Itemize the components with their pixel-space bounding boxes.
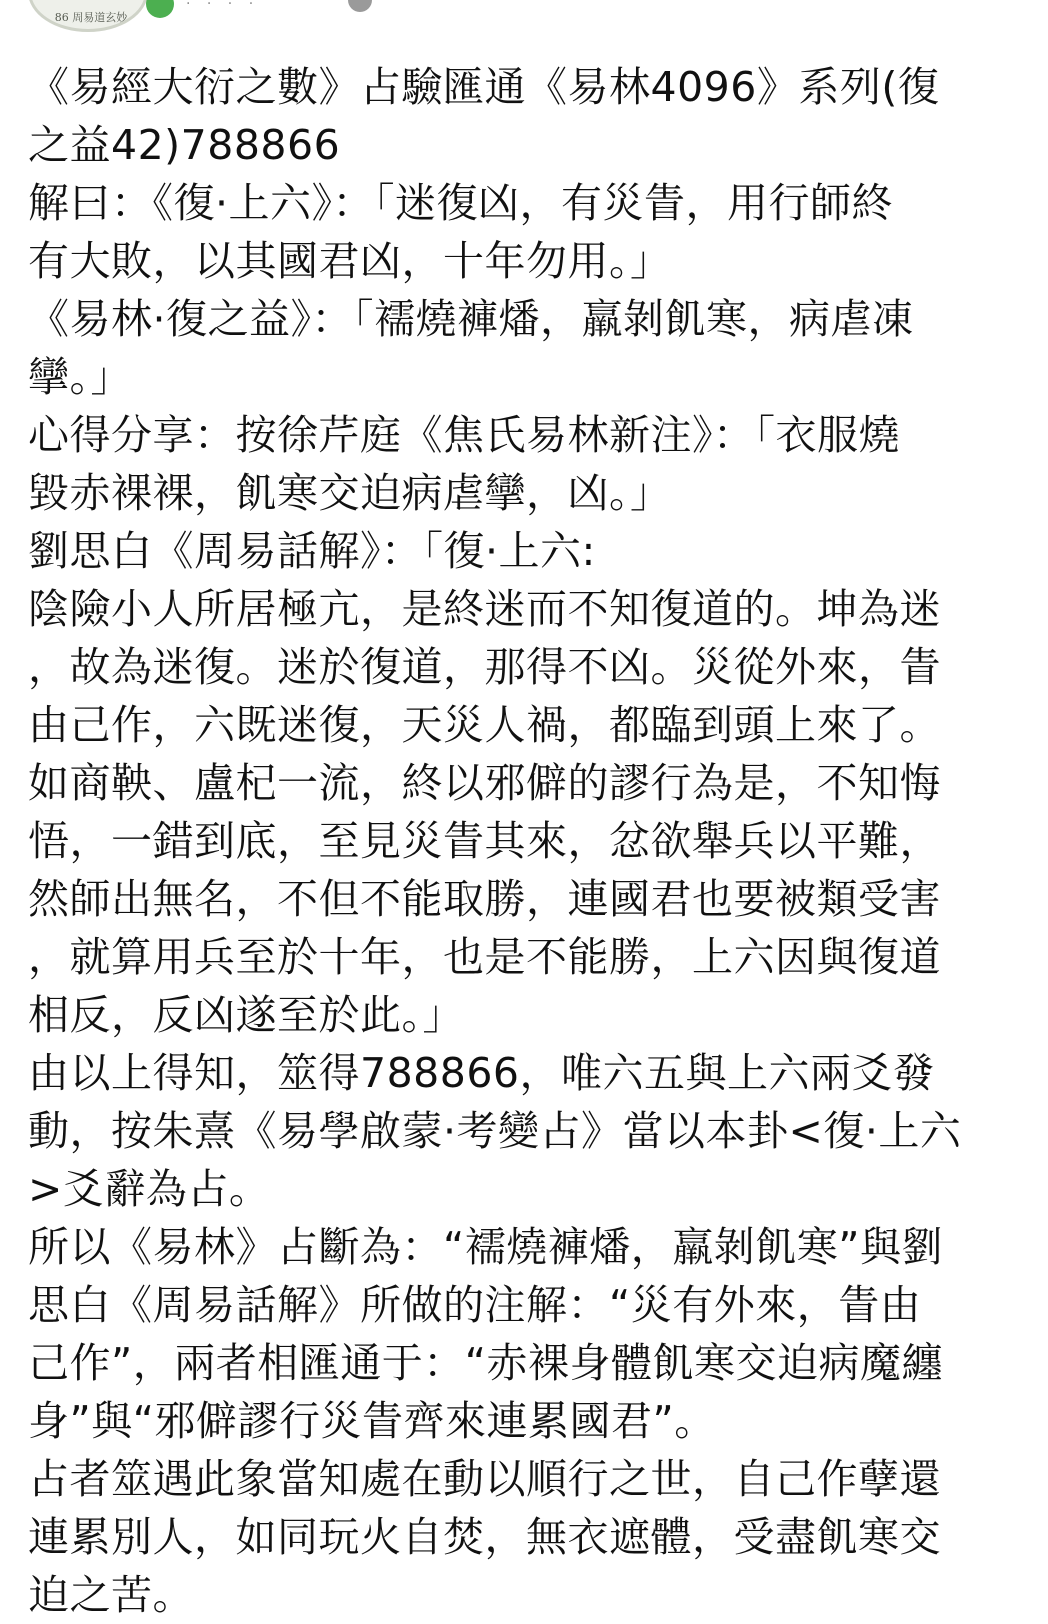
text-line: 悟，一錯到底，至見災眚其來，忿欲舉兵以平難， <box>28 817 941 865</box>
text-line: 相反，反凶遂至於此。」 <box>28 991 464 1039</box>
text-line: 之益42)788866 <box>28 121 341 169</box>
text-line: 己作”，兩者相匯通于：“赤裸身體飢寒交迫病魔纏 <box>28 1339 943 1387</box>
text-line: ，就算用兵至於十年，也是不能勝，上六因與復道 <box>28 933 941 981</box>
text-line: 占者筮遇此象當知處在動以順行之世，自己作孽還 <box>28 1455 941 1503</box>
text-line: ，故為迷復。迷於復道，那得不凶。災從外來，眚 <box>28 643 941 691</box>
post-header <box>0 0 1048 36</box>
text-line: 陰險小人所居極亢，是終迷而不知復道的。坤為迷 <box>28 585 941 633</box>
text-line: 由己作，六既迷復，天災人禍，都臨到頭上來了。 <box>28 701 941 749</box>
text-line: 有大敗，以其國君凶，十年勿用。」 <box>28 237 672 285</box>
text-line: 《易林·復之益》：「襦燒褲燔，羸剝飢寒，病虐凍 <box>28 295 914 343</box>
text-line: 所以《易林》占斷為：“襦燒褲燔，羸剝飢寒”與劉 <box>28 1223 943 1271</box>
text-line: 然師出無名，不但不能取勝，連國君也要被類受害 <box>28 875 941 923</box>
avatar[interactable] <box>28 0 148 32</box>
text-line: >爻辭為占。 <box>28 1165 271 1213</box>
text-line: 《易經大衍之數》占驗匯通《易林4096》系列(復 <box>28 63 940 111</box>
text-line: 劉思白《周易話解》：「復·上六: <box>28 527 596 575</box>
text-line: 如商鞅、盧杞一流，終以邪僻的謬行為是，不知悔 <box>28 759 941 807</box>
text-line: 由以上得知，筮得788866，唯六五與上六兩爻發 <box>28 1049 935 1097</box>
text-line: 迫之苦。 <box>28 1571 194 1619</box>
privacy-icon <box>348 0 372 12</box>
text-line: 連累別人，如同玩火自焚，無衣遮體，受盡飢寒交 <box>28 1513 941 1561</box>
text-line: 身”與“邪僻謬行災眚齊來連累國君”。 <box>28 1397 716 1445</box>
text-line: 心得分享：按徐芹庭《焦氏易林新注》：「衣服燒 <box>28 411 900 459</box>
status-indicator <box>146 0 174 18</box>
text-line: 毀赤裸裸，飢寒交迫病虐攣，凶。」 <box>28 469 672 517</box>
post-meta: · · · · <box>186 0 260 12</box>
text-line: 動，按朱熹《易學啟蒙·考變占》當以本卦<復·上六 <box>28 1107 962 1155</box>
text-line: 解曰：《復·上六》：「迷復凶，有災眚，用行師終 <box>28 179 894 227</box>
text-line: 思白《周易話解》所做的注解：“災有外來，眚由 <box>28 1281 922 1329</box>
text-line: 攣。」 <box>28 353 132 401</box>
post-text <box>28 58 1028 1624</box>
avatar-label: 86 周易道玄妙 <box>54 11 128 24</box>
